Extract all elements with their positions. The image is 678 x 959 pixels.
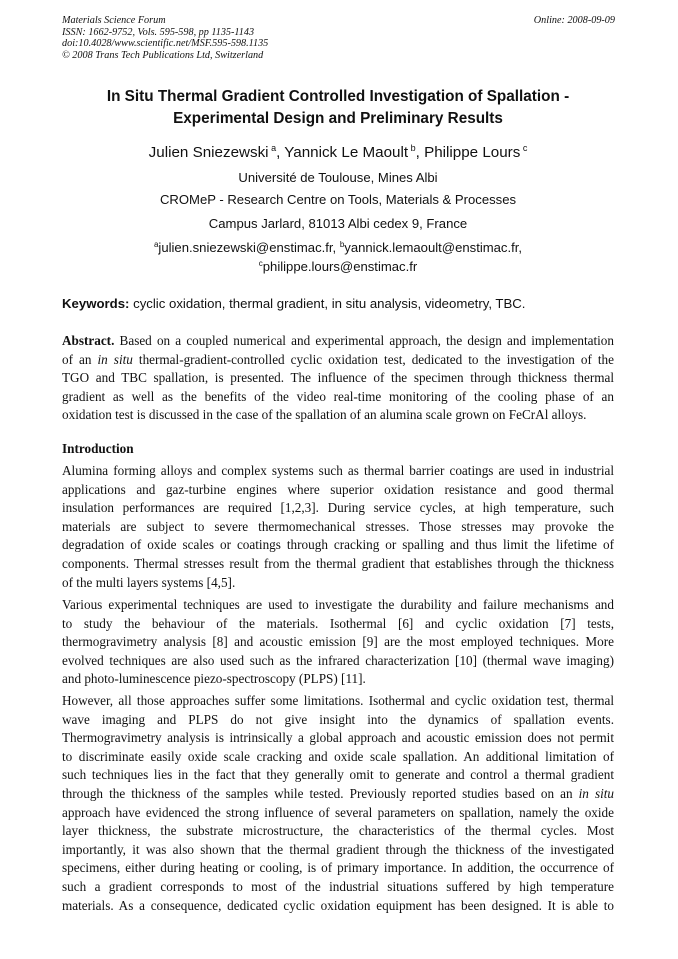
doi-line: doi:10.4028/www.scientific.net/MSF.595-598.1135 <box>62 38 269 50</box>
abstract-line: TGO and TBC spallation, is presented. The influence of the specimen through thickness thermal <box>62 370 614 386</box>
paragraph-line: such techniques lies in the fact that they generally omit to generate and control a thermal gradient <box>62 767 614 783</box>
affiliation-centre: CROMeP - Research Centre on Tools, Materials & Processes <box>159 192 517 207</box>
paragraph-line: layer thickness, the substrate microstructure, the characteristics of the thermal cycles. Most <box>62 823 614 839</box>
paragraph-line: and photo-luminescence piezo-spectroscopy (PLPS) [11]. <box>62 671 366 687</box>
intro-paragraph-2 <box>62 596 614 689</box>
paragraph-line: to discriminate easily oxide scale cracking and oxide scale spallation. An additional limitation of <box>62 748 614 764</box>
paragraph-line: materials. As a consequence, dedicated cyclic oxidation equipment has been designed. It is able to <box>62 897 614 913</box>
paragraph-line: importantly, it was also shown that the thermal gradient through the thickness of the investigated <box>62 841 614 857</box>
paragraph-line: Alumina forming alloys and complex systems such as thermal barrier coatings are used in industrial <box>62 463 614 478</box>
paragraph-line: specimens, either during heating or cooling, is of primary importance. In addition, the occurrence of <box>62 860 614 876</box>
keywords <box>62 295 614 313</box>
author-email: philippe.lours@enstimac.fr <box>262 259 418 274</box>
paragraph-line: wave imaging and PLPS do not give insight into the dynamics of spallation events. <box>62 711 614 727</box>
author-name: Philippe Lours <box>424 144 521 161</box>
paragraph-line: thermogravimetry analysis [8] and acoustic emission [9] are the most employed techniques. More <box>62 634 614 650</box>
author-sup: b <box>410 143 416 153</box>
paragraph-line: degradation of oxide scales or coatings through cracking or spalling and thus limit the lifetime of <box>62 537 614 553</box>
paragraph-line: materials are subject to severe thermomechanical stresses. Those stresses may provoke the <box>62 518 614 534</box>
abstract-line: of an in situ thermal-gradient-controlled cyclic oxidation test, dedicated to the investigation of the <box>62 351 614 367</box>
issn-line: ISSN: 1662-9752, Vols. 595-598, pp 1135-1143 <box>62 26 255 38</box>
paragraph-line: to study the behaviour of the materials. Isothermal [6] and cyclic oxidation [7] tests, <box>62 615 614 631</box>
paragraph-line: applications and gaz-turbine engines where superior oxidation resistance and good thermal <box>62 481 614 497</box>
journal-header <box>62 15 268 61</box>
email-line-2 <box>62 258 614 275</box>
intro-paragraph-3 <box>62 692 614 915</box>
author-sup: a <box>271 143 277 153</box>
online-date: Online: 2008-09-09 <box>533 15 615 26</box>
abstract-line: oxidation test is discussed in the case of the spallation of an alumina scale grown on FeCrAl alloys. <box>62 407 587 423</box>
paragraph-line: evolved techniques are also used such as the infrared characterization [10] (thermal wave imaging) <box>62 652 614 668</box>
paragraph-line: Various experimental techniques are used to investigate the durability and failure mechanisms and <box>62 597 614 612</box>
title-line-1: In Situ Thermal Gradient Controlled Investigation of Spallation - <box>106 88 570 105</box>
affiliation-address: Campus Jarlard, 81013 Albi cedex 9, France <box>208 216 468 231</box>
author-sup: c <box>522 143 528 153</box>
author-name: Julien Sniezewski <box>148 144 269 161</box>
email-sup: b <box>339 240 345 249</box>
paragraph-line: insulation performances are required [1,2,3]. During service cycles, at high temperature, such <box>62 500 614 516</box>
email-line-1: $^a$julien.sniezewski@enstimac.fr, $^b$yannick.lemaoult@enstimac.fr, <box>153 240 523 255</box>
paragraph-line: However, all those approaches suffer some limitations. Isothermal and cyclic oxidation test, thermal <box>62 693 614 708</box>
keywords-label: Keywords: <box>62 296 130 311</box>
paper-title <box>62 86 614 130</box>
section-heading: Introduction <box>62 441 134 456</box>
author-email: yannick.lemaoult@enstimac.fr <box>344 240 519 255</box>
journal-name: Materials Science Forum <box>62 15 166 26</box>
title-line-2: Experimental Design and Preliminary Results <box>173 110 503 127</box>
abstract-line: Abstract. Based on a coupled numerical and experimental approach, the design and implementation <box>62 333 614 348</box>
affiliation-university: Université de Toulouse, Mines Albi <box>238 170 438 185</box>
abstract <box>62 332 614 425</box>
abstract-label: Abstract. <box>62 333 115 348</box>
email-sup: a <box>153 240 159 249</box>
paragraph-line: of the multi layers systems [4,5]. <box>62 574 236 590</box>
paragraph-line: Thermogravimetry analysis is intrinsically a global approach and acoustic emission does not permit <box>62 730 614 746</box>
keywords-text: cyclic oxidation, thermal gradient, in situ analysis, videometry, TBC. <box>133 296 526 311</box>
email-sup: c <box>258 259 263 268</box>
intro-paragraph-1 <box>62 462 614 592</box>
author-list: Julien Sniezewski $^a$, Yannick Le Maoult $^b$, Philippe Lours $^c$ <box>148 143 528 161</box>
paragraph-line: components. Thermal stresses result from the thermal gradient that establishes through the thickness <box>62 555 614 571</box>
abstract-line: gradient as well as the benefits of the video real-time monitoring of the cooling phase of an <box>62 388 614 404</box>
paragraph-line: such a gradient corresponds to most of the industrial situations suffered by high temperature <box>62 878 614 894</box>
paragraph-line: through the thickness of the samples while tested. Previously reported studies based on an in situ <box>62 785 615 801</box>
copyright-line: © 2008 Trans Tech Publications Ltd, Switzerland <box>62 49 264 61</box>
author-name: Yannick Le Maoult <box>284 144 409 161</box>
paragraph-line: approach have evidenced the strong influence of several parameters on spallation, namely the oxide <box>62 804 614 820</box>
author-email: julien.sniezewski@enstimac.fr <box>158 240 333 255</box>
